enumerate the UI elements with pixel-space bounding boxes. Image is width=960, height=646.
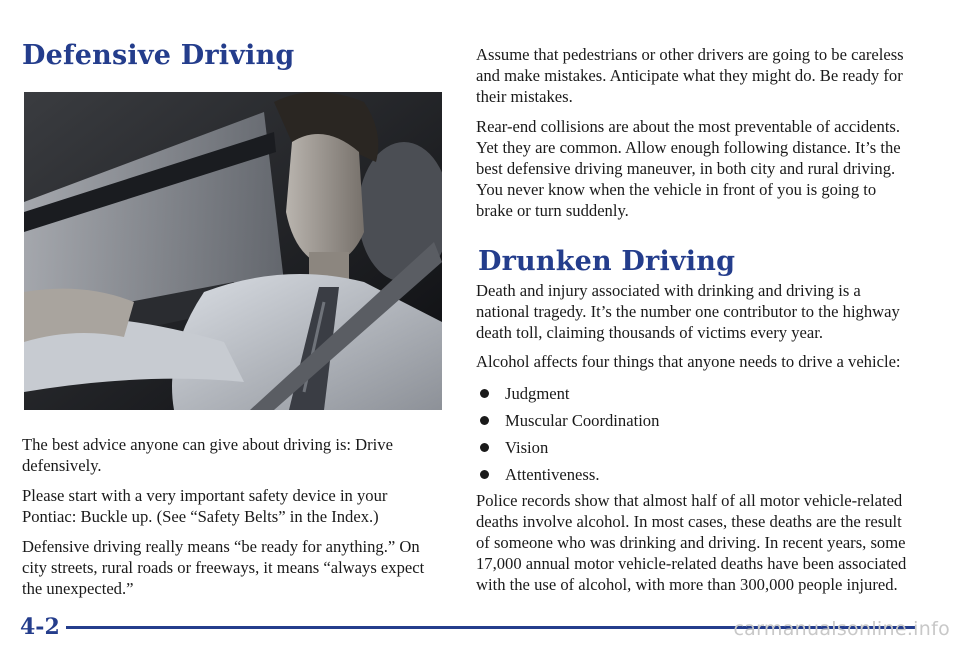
list-item [476, 461, 916, 488]
watermark: carmanualsonline.info [733, 618, 950, 640]
right-body-text-bottom [476, 280, 916, 603]
paragraph: Please start with a very important safety device in your Pontiac: Buckle up. (See “Safety Belts” in the Index.) [22, 486, 388, 526]
list-item-label: Muscular Coordination [505, 410, 660, 430]
paragraph: Rear-end collisions are about the most preventable of accidents. Yet they are common. Allow enough following distance. It’s the best defensive driving maneuver, in both city and rural driving. You never know when the vehicle in front of you is going to brake or turn suddenly. [476, 117, 901, 220]
list-item [476, 434, 916, 461]
section-heading-drunken-driving: Drunken Driving [478, 246, 736, 277]
bullet-icon [480, 470, 489, 479]
left-body-text [22, 434, 444, 608]
list-item-label: Attentiveness. [505, 464, 600, 484]
driver-illustration [24, 92, 442, 410]
list-item-label: Judgment [505, 383, 570, 403]
paragraph: Assume that pedestrians or other drivers are going to be careless and make mistakes. Anticipate what they might do. Be ready for their mistakes. [476, 45, 904, 106]
right-body-text-top [476, 44, 916, 230]
list-item [476, 380, 916, 407]
page-number: 4-2 [20, 614, 60, 640]
paragraph: Alcohol affects four things that anyone needs to drive a vehicle: [476, 352, 901, 371]
section-heading-defensive-driving: Defensive Driving [22, 40, 295, 71]
bullet-icon [480, 416, 489, 425]
paragraph: Police records show that almost half of all motor vehicle-related deaths involve alcohol. In most cases, these deaths are the result of someone who was drinking and driving. In recent years, some 17,000 annual motor vehicle-related deaths have been associated with the use of alcohol, with more than 300,000 people injured. [476, 491, 907, 594]
bullet-icon [480, 389, 489, 398]
paragraph: Death and injury associated with drinking and driving is a national tragedy. It’s the number one contributor to the highway death toll, claiming thousands of victims every year. [476, 281, 900, 342]
paragraph: The best advice anyone can give about driving is: Drive defensively. [22, 435, 393, 475]
paragraph: Defensive driving really means “be ready for anything.” On city streets, rural roads or freeways, it means “always expect the unexpected.” [22, 537, 425, 598]
list-item-label: Vision [505, 437, 549, 457]
list-item [476, 407, 916, 434]
driver-photo [24, 92, 442, 410]
alcohol-effects-list [476, 380, 916, 488]
bullet-icon [480, 443, 489, 452]
